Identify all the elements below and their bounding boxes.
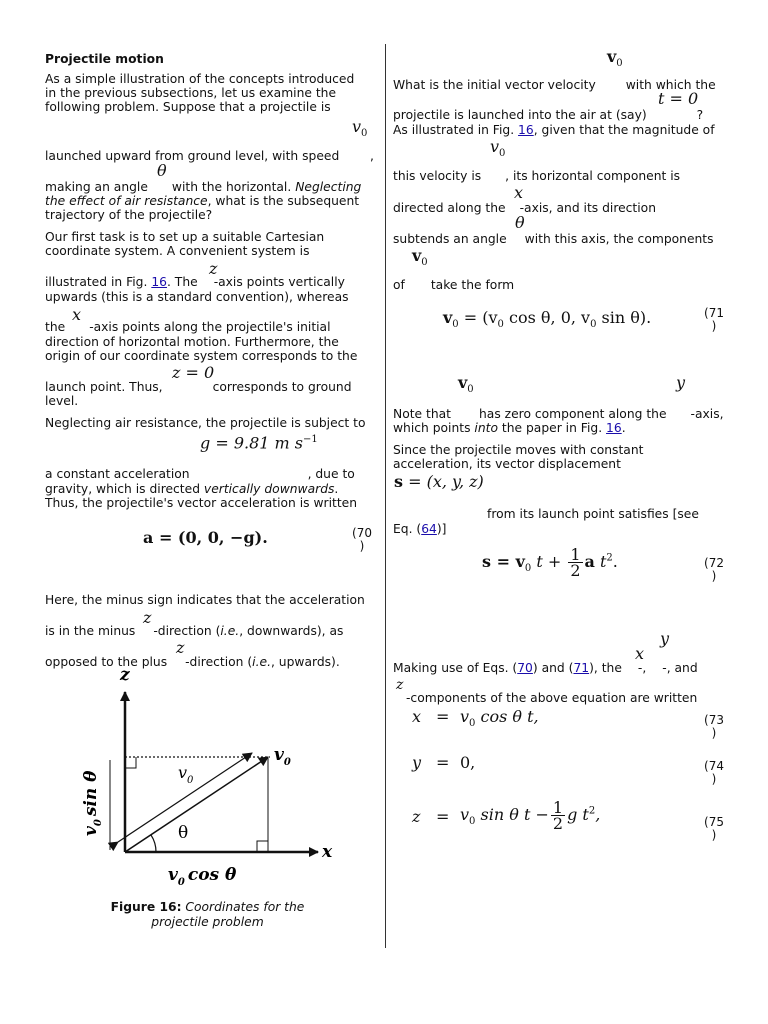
fig-16-link[interactable]: 16 [606,421,622,435]
x-axis-label: x [322,842,333,862]
text-line: origin of our coordinate system corresponds to the [45,349,358,363]
math-v0-bold: $v_0$ [607,47,623,70]
math-v0: $v_0$ [490,137,506,160]
text-line: Note that has zero component along the -axis, [393,407,724,421]
math-y: y [676,373,686,392]
column-divider [385,44,386,948]
math-theta: θ [515,213,525,232]
equation-70: a = (0, 0, −g). [143,528,268,547]
text-line: which points into the paper in Fig. 16. [393,421,626,435]
equation-74-lhs: y [412,753,422,772]
text-line: from its launch point satisfies [see [487,507,699,521]
text-comma: , [370,149,374,163]
math-y: y [660,629,670,648]
right-angle-marker [257,841,268,852]
text-line: launch point. Thus, corresponds to ground [45,380,352,394]
math-z: z [396,677,404,693]
equation-75-lhs: z [412,807,421,826]
equation-number-75: (75 ) [704,815,724,842]
text-line: this velocity is , its horizontal component is [393,169,681,183]
horizontal-component-label: $v_0$ cos θ [168,865,237,888]
text-line: launched upward from ground level, with speed [45,149,340,163]
text-line: the effect of air resistance, what is the subsequent [45,194,360,208]
section-heading: Projectile motion [45,52,164,66]
equation-73-lhs: x [412,707,422,726]
equals-sign: = [436,707,450,726]
fig-16-link[interactable]: 16 [151,275,167,289]
text-line: trajectory of the projectile? [45,208,213,222]
math-g-value: g = 9.81 m $s^{-1}$ [200,433,318,453]
math-v0-bold: $v_0$ [458,373,474,396]
text-line: upwards (this is a standard convention), whereas [45,290,349,304]
math-z: z [143,608,152,627]
math-z: z [209,259,218,278]
text-line: Since the projectile moves with constant [393,443,644,457]
math-x: x [635,644,645,663]
equation-number-70: (70 ) [352,526,372,553]
equation-74-rhs: 0, [460,753,476,772]
text-line: Making use of Eqs. (70) and (71), the -, -, and [393,661,698,675]
text-line: coordinate system. A convenient system is [45,244,310,258]
figure-caption: Figure 16: Coordinates for the [110,900,305,914]
math-v0-bold: $v_0$ [412,246,428,269]
equation-number-73: (73 ) [704,713,724,740]
math-s-vector: s = (x, y, z) [394,472,484,491]
angle-arc [151,835,156,852]
eq-70-link[interactable]: 70 [517,661,533,675]
equation-75-rhs: $v_0$ sin θ t − $\frac{1}{2}$ g $t^2$, [460,798,601,833]
equation-72: $s = v_0$ t + $\frac{1}{2}$ a $t^2$. [482,545,618,580]
v0-magnitude-label: $v_0$ [178,763,194,786]
text-line: direction of horizontal motion. Furthermore, the [45,335,339,349]
text-line: following problem. Suppose that a projectile is [45,100,331,114]
fig-16-link[interactable]: 16 [518,123,534,137]
equation-number-71: (71 ) [704,306,724,333]
math-x: x [72,305,82,324]
math-t-eq-0: t = 0 [658,89,699,108]
projectile-figure [70,660,350,900]
math-v0: $v_0$ [352,117,368,140]
text-line: Neglecting air resistance, the projectile is subject to [45,416,366,430]
text-line: directed along the -axis, and its direction [393,201,656,215]
text-line: the -axis points along the projectile's initial [45,320,331,334]
math-theta: θ [157,161,167,180]
text-line: opposed to the plus -direction (i.e., upwards). [45,655,340,669]
text-line: of take the form [393,278,515,292]
text-line: a constant acceleration , due to [45,467,355,481]
text-line: level. [45,394,79,408]
text-line: gravity, which is directed vertically downwards. [45,482,339,496]
eq-71-link[interactable]: 71 [573,661,590,675]
text-line: illustrated in Fig. 16. The -axis points vertically [45,275,345,289]
right-angle-marker [125,757,136,768]
eq-64-link[interactable]: 64 [421,522,437,536]
math-x: x [514,183,524,202]
vertical-component-label: $v_0\sin$ θ [81,770,104,836]
equation-number-74: (74 ) [704,759,724,786]
theta-label: θ [178,823,189,843]
text-line: acceleration, its vector displacement [393,457,621,471]
math-z-eq-0: z = 0 [172,363,215,382]
text-line: -components of the above equation are written [406,691,698,705]
z-axis-label: z [120,665,130,685]
v0-vector-label: $v_0$ [274,745,291,768]
equation-73-rhs: $v_0$ cos θ t, [460,707,539,730]
text-line: Our first task is to set up a suitable Cartesian [45,230,325,244]
equals-sign: = [436,807,450,826]
text-line: in the previous subsections, let us examine the [45,86,337,100]
equation-number-72: (72 ) [704,556,724,583]
text-line: Thus, the projectile's vector acceleration is written [45,496,358,510]
text-line: What is the initial vector velocity with which the [393,78,716,92]
figure-caption-line2: projectile problem [151,915,264,929]
text-line: is in the minus -direction (i.e., downwards), as [45,624,344,638]
text-line: making an angle with the horizontal. Neglecting [45,180,362,194]
text-line: subtends an angle with this axis, the components [393,232,714,246]
text-line: Here, the minus sign indicates that the acceleration [45,593,365,607]
text-line: As illustrated in Fig. 16, given that the magnitude of [393,123,715,137]
equals-sign: = [436,753,450,772]
equation-71: $v_0 = (v_0$ cos θ, 0, $v_0$ sin θ). [443,308,652,331]
text-line: projectile is launched into the air at (say) ? [393,108,704,122]
math-z: z [176,638,185,657]
text-line: As a simple illustration of the concepts introduced [45,72,355,86]
velocity-vector [125,757,268,852]
text-line: Eq. (64)] [393,522,447,536]
